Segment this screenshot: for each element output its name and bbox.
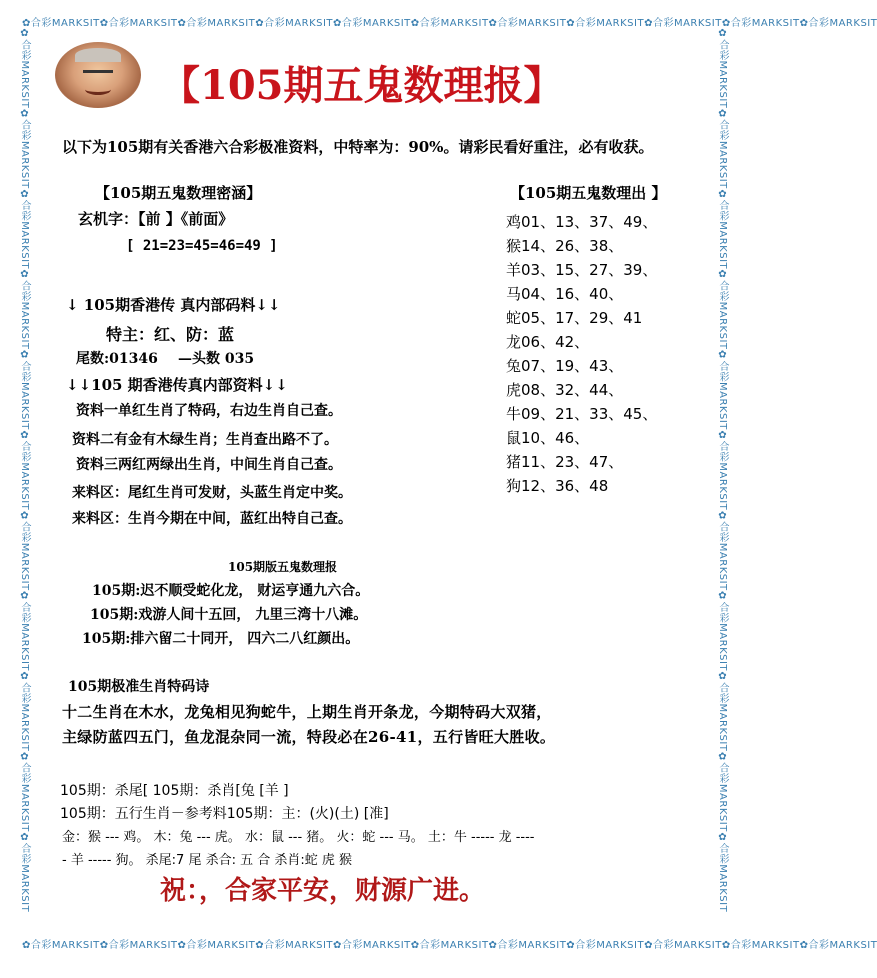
right-section-title: 【105期五鬼数理出 】 bbox=[510, 184, 667, 202]
zodiac-row: 兔07、19、43、 bbox=[506, 357, 624, 375]
data-item-5: 来料区：生肖今期在中间，蓝红出特自己查。 bbox=[72, 511, 352, 527]
mid-line-1: 105期:迟不顺受蛇化龙， 财运亨通九六合。 bbox=[92, 583, 370, 599]
section-title-secret: 【105期五鬼数理密涵】 bbox=[95, 184, 262, 202]
data-item-1: 资料一单红生肖了特码，右边生肖自己查。 bbox=[76, 403, 342, 419]
zodiac-number-list bbox=[506, 210, 657, 498]
portrait-hair bbox=[75, 48, 121, 62]
zodiac-row: 猪11、23、47、 bbox=[506, 453, 624, 471]
special-line: 特主：红、防：蓝 bbox=[106, 325, 235, 344]
poem-line-2: 主绿防蓝四五门，鱼龙混杂同一流，特段必在26-41，五行皆旺大胜收。 bbox=[62, 728, 556, 746]
mid-line-3: 105期:排六留二十同开， 四六二八红颜出。 bbox=[82, 631, 360, 647]
tail-number: 尾数:01346 bbox=[76, 351, 158, 367]
poem-title: 105期极准生肖特码诗 bbox=[68, 679, 210, 695]
portrait-eyes bbox=[83, 70, 113, 77]
zodiac-row: 鼠10、46、 bbox=[506, 429, 590, 447]
footer-line-3: 金：猴 --- 鸡。 木：兔 --- 虎。 水：鼠 --- 猪。 火：蛇 --- 马。 土：牛 ----- 龙 ---- bbox=[62, 830, 535, 845]
zodiac-row: 鸡01、13、37、49、 bbox=[506, 213, 658, 231]
portrait-smile bbox=[85, 84, 111, 95]
footer-line-2: 105期：五行生肖－参考料105期：主：(火)(土) [准] bbox=[60, 806, 389, 822]
data-item-3: 资料三两红两绿出生肖，中间生肖自己查。 bbox=[76, 457, 342, 473]
mid-section-title: 105期版五鬼数理报 bbox=[228, 560, 338, 574]
zodiac-row: 蛇05、17、29、41 bbox=[506, 309, 643, 327]
blessing-text: 祝：，合家平安，财源广进。 bbox=[160, 876, 486, 906]
zodiac-row: 狗12、36、48 bbox=[506, 477, 609, 495]
footer-line-1: 105期：杀尾[ 105期：杀肖[兔 [羊 ] bbox=[60, 783, 289, 799]
section-title-code: ↓ 105期香港传 真内部码料↓↓ bbox=[66, 296, 281, 314]
page-title: 【105期五鬼数理报】 bbox=[160, 62, 564, 109]
watermark-right: ✿合彩MARKSIT✿合彩MARKSIT✿合彩MARKSIT✿合彩MARKSIT✿合彩MARKSIT✿合彩MARKSIT✿合彩MARKSIT✿合彩MARKSIT✿合彩MARKSIT✿合彩MARKSIT✿合彩MARKSIT bbox=[717, 28, 728, 913]
section-title-data: ↓↓105 期香港传真内部资料↓↓ bbox=[66, 376, 288, 394]
zodiac-row: 羊03、15、27、39、 bbox=[506, 261, 658, 279]
zodiac-row: 龙06、42、 bbox=[506, 333, 590, 351]
equation-line: [ 21=23=45=46=49 ] bbox=[126, 238, 278, 254]
riddle-line: 玄机字：【前 】《前面》 bbox=[78, 210, 234, 228]
zodiac-row: 马04、16、40、 bbox=[506, 285, 624, 303]
head-number: —头数 035 bbox=[178, 351, 255, 367]
data-item-2: 资料二有金有木绿生肖；生肖查出路不了。 bbox=[72, 432, 338, 448]
zodiac-row: 虎08、32、44、 bbox=[506, 381, 624, 399]
watermark-top: ✿合彩MARKSIT✿合彩MARKSIT✿合彩MARKSIT✿合彩MARKSIT✿合彩MARKSIT✿合彩MARKSIT✿合彩MARKSIT✿合彩MARKSIT✿合彩MARKSIT✿合彩MARKSIT✿合彩MARKSIT bbox=[22, 18, 877, 29]
mid-line-2: 105期:戏游人间十五回， 九里三湾十八滩。 bbox=[90, 607, 368, 623]
poem-line-1: 十二生肖在木水，龙兔相见狗蛇牛，上期生肖开条龙，今期特码大双猪， bbox=[62, 703, 552, 721]
zodiac-row: 猴14、26、38、 bbox=[506, 237, 624, 255]
data-item-4: 来料区：尾红生肖可发财，头蓝生肖定中奖。 bbox=[72, 485, 352, 501]
intro-text: 以下为105期有关香港六合彩极准资料，中特率为：90%。请彩民看好重注，必有收获。 bbox=[62, 138, 654, 156]
footer-line-4: - 羊 ----- 狗。 杀尾:7 尾 杀合: 五 合 杀肖:蛇 虎 猴 bbox=[62, 853, 353, 868]
watermark-bottom: ✿合彩MARKSIT✿合彩MARKSIT✿合彩MARKSIT✿合彩MARKSIT✿合彩MARKSIT✿合彩MARKSIT✿合彩MARKSIT✿合彩MARKSIT✿合彩MARKSIT✿合彩MARKSIT✿合彩MARKSIT bbox=[22, 940, 877, 951]
watermark-left: ✿合彩MARKSIT✿合彩MARKSIT✿合彩MARKSIT✿合彩MARKSIT✿合彩MARKSIT✿合彩MARKSIT✿合彩MARKSIT✿合彩MARKSIT✿合彩MARKSIT✿合彩MARKSIT✿合彩MARKSIT bbox=[19, 28, 30, 913]
portrait-photo bbox=[55, 42, 141, 108]
zodiac-row: 牛09、21、33、45、 bbox=[506, 405, 658, 423]
